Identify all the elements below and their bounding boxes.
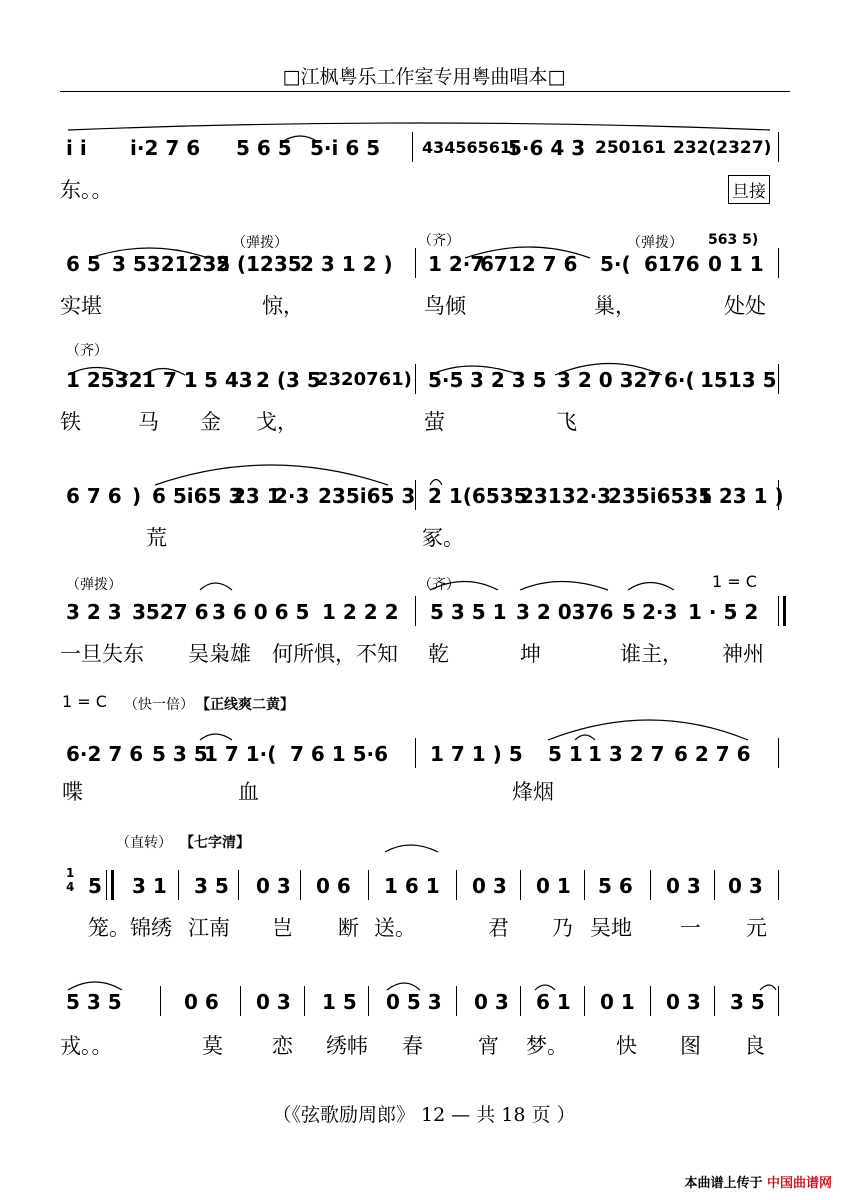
- note-group: 3 1: [132, 874, 167, 898]
- note-group: 6 5i65 3: [152, 484, 243, 508]
- barline: [415, 480, 416, 510]
- lyric: 绣帏: [326, 1034, 368, 1058]
- note-group: 5·(: [600, 252, 631, 276]
- singer-cue-box: 旦接: [728, 175, 770, 204]
- lyric: 萤: [424, 410, 445, 434]
- note-group: 1 3 2 7: [588, 742, 665, 766]
- note-group: 43456561i: [422, 138, 517, 157]
- lyric: 荒: [146, 526, 167, 550]
- note-group: 1 7 1 ) 5: [430, 742, 523, 766]
- note-group: 5: [88, 874, 102, 898]
- barline: [778, 870, 779, 900]
- lyric: 神州: [722, 642, 764, 666]
- notation-line-5: [60, 598, 790, 626]
- lyric: 处处: [724, 294, 766, 318]
- lyric: 良: [744, 1034, 765, 1058]
- note-group: 3 2 3: [66, 600, 122, 624]
- note-group: 2 1(6535: [428, 484, 528, 508]
- note-group: 5 3 5: [152, 742, 208, 766]
- note-group: 0 6: [184, 990, 219, 1014]
- note-group: 6·(: [664, 368, 695, 392]
- barline: [778, 364, 779, 394]
- note-group: 1 2·7: [428, 252, 485, 276]
- lyric: 飞: [556, 410, 577, 434]
- lyric: 岂: [272, 916, 293, 940]
- watermark-brand: 中国曲谱网: [766, 1176, 832, 1191]
- note-group: 3 5: [730, 990, 765, 1014]
- notation-line-4: [60, 482, 790, 510]
- notation-line-7: [60, 866, 790, 900]
- lyric: 春: [402, 1034, 423, 1058]
- lyric: 坤: [520, 642, 541, 666]
- note-group: 5 6: [598, 874, 633, 898]
- notation-line-1: [60, 134, 790, 162]
- note-group: 5 3 5: [66, 990, 122, 1014]
- note-group: i·2 7 6: [130, 136, 201, 160]
- barline: [412, 132, 413, 162]
- barline: [778, 738, 779, 768]
- barline: [415, 596, 416, 626]
- note-group: 0 1 1: [708, 252, 764, 276]
- note-group: 0 1: [536, 874, 571, 898]
- lyric: 恋: [272, 1034, 293, 1058]
- note-group: 1 · 5 2: [688, 600, 759, 624]
- mode-mark: 【七字清】: [180, 835, 250, 851]
- lyric: 一旦失东: [60, 642, 144, 666]
- lyric: 元: [746, 916, 767, 940]
- note-group: 3 6 0 6 5: [212, 600, 310, 624]
- performance-mark: （弹拨）: [66, 577, 122, 593]
- lyric: 宵: [478, 1034, 499, 1058]
- note-group: 0 6: [316, 874, 351, 898]
- lyric: 吴枭雄: [188, 642, 251, 666]
- watermark: [684, 1172, 832, 1191]
- note-group: 7 6 1 5·6: [290, 742, 389, 766]
- barline: [520, 986, 521, 1016]
- lyric: 马: [138, 410, 159, 434]
- note-group: 6·2 7 6: [66, 742, 144, 766]
- performance-mark: （齐）: [418, 577, 460, 593]
- barline: [456, 986, 457, 1016]
- note-group: 5·6 4 3: [508, 136, 586, 160]
- notation-line-6: [60, 740, 790, 768]
- notation-line-3: [60, 366, 790, 394]
- note-group: 1 6 1: [384, 874, 440, 898]
- lyric: 图: [680, 1034, 701, 1058]
- note-group: 0 5 3: [386, 990, 442, 1014]
- barline: [584, 870, 585, 900]
- note-group: 3 2 0 327: [557, 368, 662, 392]
- page-header-title: □江枫粤乐工作室专用粤曲唱本□: [282, 66, 566, 88]
- note-group: 235i6535: [608, 484, 713, 508]
- barline: [240, 986, 241, 1016]
- watermark-prefix: 本曲谱上传于: [684, 1176, 763, 1191]
- note-group: 5 6 5: [236, 136, 292, 160]
- transition-mark: （直转）: [116, 835, 172, 851]
- page-footer: （《弦歌励周郎》 12 — 共 18 页 ）: [272, 1104, 576, 1126]
- note-group: 3 2 0376: [516, 600, 614, 624]
- lyric: 戎。。: [60, 1034, 113, 1058]
- note-group: 0 3: [666, 990, 701, 1014]
- barline: [650, 986, 651, 1016]
- performance-mark: （弹拨）: [627, 235, 683, 251]
- note-group: 6 2 7 6: [674, 742, 751, 766]
- lyric: 血: [238, 780, 259, 804]
- barline: [778, 248, 779, 278]
- time-signature-top: 1: [66, 866, 75, 880]
- note-group: 0 3: [728, 874, 763, 898]
- note-group: 1513 5: [700, 368, 777, 392]
- barline: [584, 986, 585, 1016]
- lyric: 一: [680, 916, 701, 940]
- barline: [520, 870, 521, 900]
- lyric: 笼。锦绣: [88, 916, 172, 940]
- barline: [778, 986, 779, 1016]
- note-group: 1 23 1 ): [698, 484, 784, 508]
- note-group: 5 1: [548, 742, 583, 766]
- note-group: i i: [66, 136, 87, 160]
- barline: [456, 870, 457, 900]
- note-group: 0 3: [666, 874, 701, 898]
- note-group: 232(2327): [673, 138, 772, 158]
- note-group: 3 5321235: [112, 252, 231, 276]
- slur: [200, 583, 232, 590]
- lyric: 乾: [428, 642, 449, 666]
- note-group: 5: [622, 600, 636, 624]
- note-group: 563 5): [708, 232, 759, 248]
- slur: [385, 845, 438, 852]
- barline: [415, 364, 416, 394]
- note-group: 1 7 1: [142, 368, 198, 392]
- barline: [714, 986, 715, 1016]
- barline: [778, 480, 779, 510]
- notation-line-8: [60, 988, 790, 1016]
- note-group: 2320761): [316, 369, 412, 390]
- lyric: 惊，: [262, 294, 304, 318]
- double-barline: [106, 870, 114, 900]
- note-group: 0 3: [472, 874, 507, 898]
- note-group: 0 3: [474, 990, 509, 1014]
- note-group: 5 43: [204, 368, 253, 392]
- note-group: 3527 6: [132, 600, 209, 624]
- performance-mark: （齐）: [418, 233, 460, 249]
- key-signature: 1 = C: [712, 572, 757, 591]
- barline: [778, 132, 779, 162]
- mode-mark: 【正线爽二黄】: [196, 697, 294, 713]
- note-group: 5 3 5 1: [430, 600, 507, 624]
- lyric: 江南: [188, 916, 230, 940]
- note-group: 3 2 3 5: [470, 368, 547, 392]
- barline: [368, 986, 369, 1016]
- barline: [238, 870, 239, 900]
- note-group: 6712 7 6: [480, 252, 578, 276]
- lyric: 鸟倾: [424, 294, 466, 318]
- barline: [415, 738, 416, 768]
- lyric: 谁主，: [620, 642, 683, 666]
- note-group: 2·3: [642, 600, 678, 624]
- lyric: 东。。: [60, 178, 113, 202]
- lyric: 巢，: [594, 294, 636, 318]
- barline: [178, 870, 179, 900]
- note-group: 6176: [644, 252, 700, 276]
- tempo-mark: （快一倍）: [124, 697, 194, 713]
- note-group: 250161: [595, 138, 666, 158]
- note-group: 0 3: [256, 990, 291, 1014]
- note-group: 0 3: [256, 874, 291, 898]
- note-group: 1 2532: [66, 368, 143, 392]
- note-group: 6 1: [536, 990, 571, 1014]
- time-signature-bottom: 4: [66, 880, 75, 894]
- barline: [714, 870, 715, 900]
- lyric: 君: [488, 916, 509, 940]
- key-signature: 1 = C: [62, 692, 107, 711]
- note-group: 2 (1235: [216, 252, 302, 276]
- note-group: 235i65 3: [318, 484, 416, 508]
- slur: [520, 582, 608, 591]
- note-group: 1 5: [322, 990, 357, 1014]
- lyric: 莫: [202, 1034, 223, 1058]
- lyric: 何所惧，不知: [272, 642, 398, 666]
- lyric: 喋: [62, 780, 83, 804]
- note-group: 0 1: [600, 990, 635, 1014]
- barline: [650, 870, 651, 900]
- lyric: 梦。: [526, 1034, 568, 1058]
- note-group: 5·i 6 5: [310, 136, 381, 160]
- note-group: 2 (3 5: [256, 368, 321, 392]
- slur: [628, 583, 674, 591]
- barline: [300, 870, 301, 900]
- lyric: 金: [200, 410, 221, 434]
- note-group: 6 5: [66, 252, 101, 276]
- note-group: 5·5: [428, 368, 464, 392]
- note-group: 1 2 2 2: [322, 600, 399, 624]
- barline: [304, 986, 305, 1016]
- note-group: 2·3: [274, 484, 310, 508]
- note-group: 1 7 1·(: [204, 742, 277, 766]
- lyric: 烽烟: [512, 780, 554, 804]
- barline: [368, 870, 369, 900]
- lyric: 吴地: [590, 916, 632, 940]
- note-group: 23 1: [232, 484, 281, 508]
- note-group: 23132·3: [520, 484, 612, 508]
- lyric: 冢。: [422, 526, 464, 550]
- lyric: 送。: [374, 916, 416, 940]
- lyric: 乃: [552, 916, 573, 940]
- lyric: 铁: [60, 410, 81, 434]
- performance-mark: （弹拨）: [232, 235, 288, 251]
- barline: [415, 248, 416, 278]
- performance-mark: （齐）: [66, 343, 108, 359]
- barline: [160, 986, 161, 1016]
- lyric: 戈，: [256, 410, 298, 434]
- note-group: 6 7 6: [66, 484, 122, 508]
- note-group: 3 5: [194, 874, 229, 898]
- slur: [68, 123, 770, 130]
- lyric: 断: [338, 916, 359, 940]
- note-group: ): [132, 484, 142, 508]
- lyric: 实堪: [60, 294, 102, 318]
- double-barline: [778, 596, 786, 626]
- lyric: 快: [616, 1034, 637, 1058]
- note-group: 2 3 1 2 ): [300, 252, 393, 276]
